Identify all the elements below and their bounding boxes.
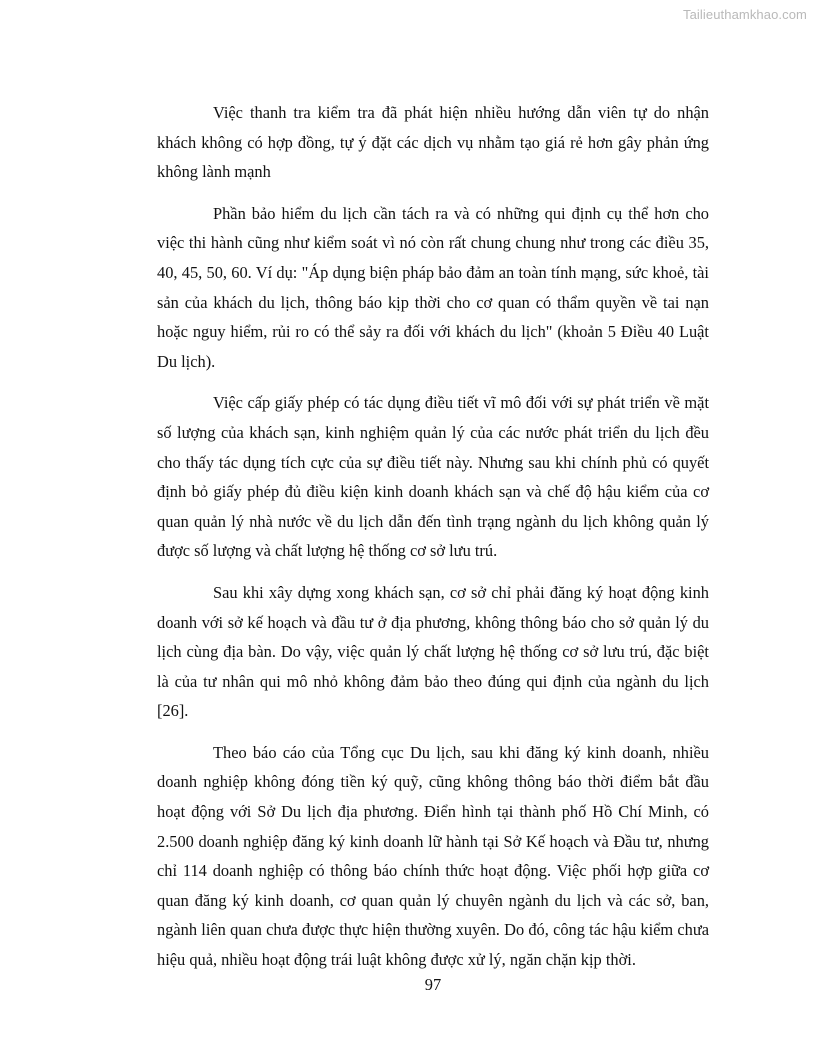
- page-number: 97: [424, 975, 442, 994]
- paragraph: Phần bảo hiểm du lịch cần tách ra và có những qui định cụ thể hơn cho việc thi hành cũng như kiểm soát vì nó còn rất chung chung như trong các điều 35, 40, 45, 50, 60. Ví dụ: "Áp dụng biện pháp bảo đảm an toàn tính mạng, sức khoẻ, tài sản của khách du lịch, thông báo kịp thời cho cơ quan có thẩm quyền về tai nạn hoặc nguy hiểm, rủi ro có thể sảy ra đối với khách du lịch" (khoản 5 Điều 40 Luật Du lịch).: [157, 203, 709, 371]
- watermark-text: Tailieuthamkhao.com: [682, 7, 807, 22]
- document-body: [157, 98, 709, 987]
- paragraph: Sau khi xây dựng xong khách sạn, cơ sở chỉ phải đăng ký hoạt động kinh doanh với sở kế hoạch và đầu tư ở địa phương, không thông báo cho sở quản lý du lịch cùng địa bàn. Do vậy, việc quản lý chất lượng hệ thống cơ sở lưu trú, đặc biệt là của tư nhân qui mô nhỏ không đảm bảo theo đúng qui định của ngành du lịch [26].: [157, 582, 709, 721]
- paragraph: Theo báo cáo của Tổng cục Du lịch, sau khi đăng ký kinh doanh, nhiều doanh nghiệp không đóng tiền ký quỹ, cũng không thông báo thời điểm bắt đầu hoạt động với Sở Du lịch địa phương. Điển hình tại thành phố Hồ Chí Minh, có 2.500 doanh nghiệp đăng ký kinh doanh lữ hành tại Sở Kế hoạch và Đầu tư, nhưng chỉ 114 doanh nghiệp có thông báo chính thức hoạt động. Việc phối hợp giữa cơ quan đăng ký kinh doanh, cơ quan quản lý chuyên ngành du lịch và các sở, ban, ngành liên quan chưa được thực hiện thường xuyên. Do đó, công tác hậu kiểm chưa hiệu quả, nhiều hoạt động trái luật không được xử lý, ngăn chặn kịp thời.: [157, 742, 709, 970]
- paragraph: Việc thanh tra kiểm tra đã phát hiện nhiều hướng dẫn viên tự do nhận khách không có hợp đồng, tự ý đặt các dịch vụ nhằm tạo giá rẻ hơn gây phản ứng không lành mạnh: [157, 103, 709, 182]
- paragraph: Việc cấp giấy phép có tác dụng điều tiết vĩ mô đối với sự phát triển về mặt số lượng của khách sạn, kinh nghiệm quản lý của các nước phát triển du lịch đều cho thấy tác dụng tích cực của sự điều tiết này. Nhưng sau khi chính phủ có quyết định bỏ giấy phép đủ điều kiện kinh doanh khách sạn và chế độ hậu kiểm của cơ quan quản lý nhà nước về du lịch dẫn đến tình trạng ngành du lịch không quản lý được số lượng và chất lượng hệ thống cơ sở lưu trú.: [157, 393, 709, 561]
